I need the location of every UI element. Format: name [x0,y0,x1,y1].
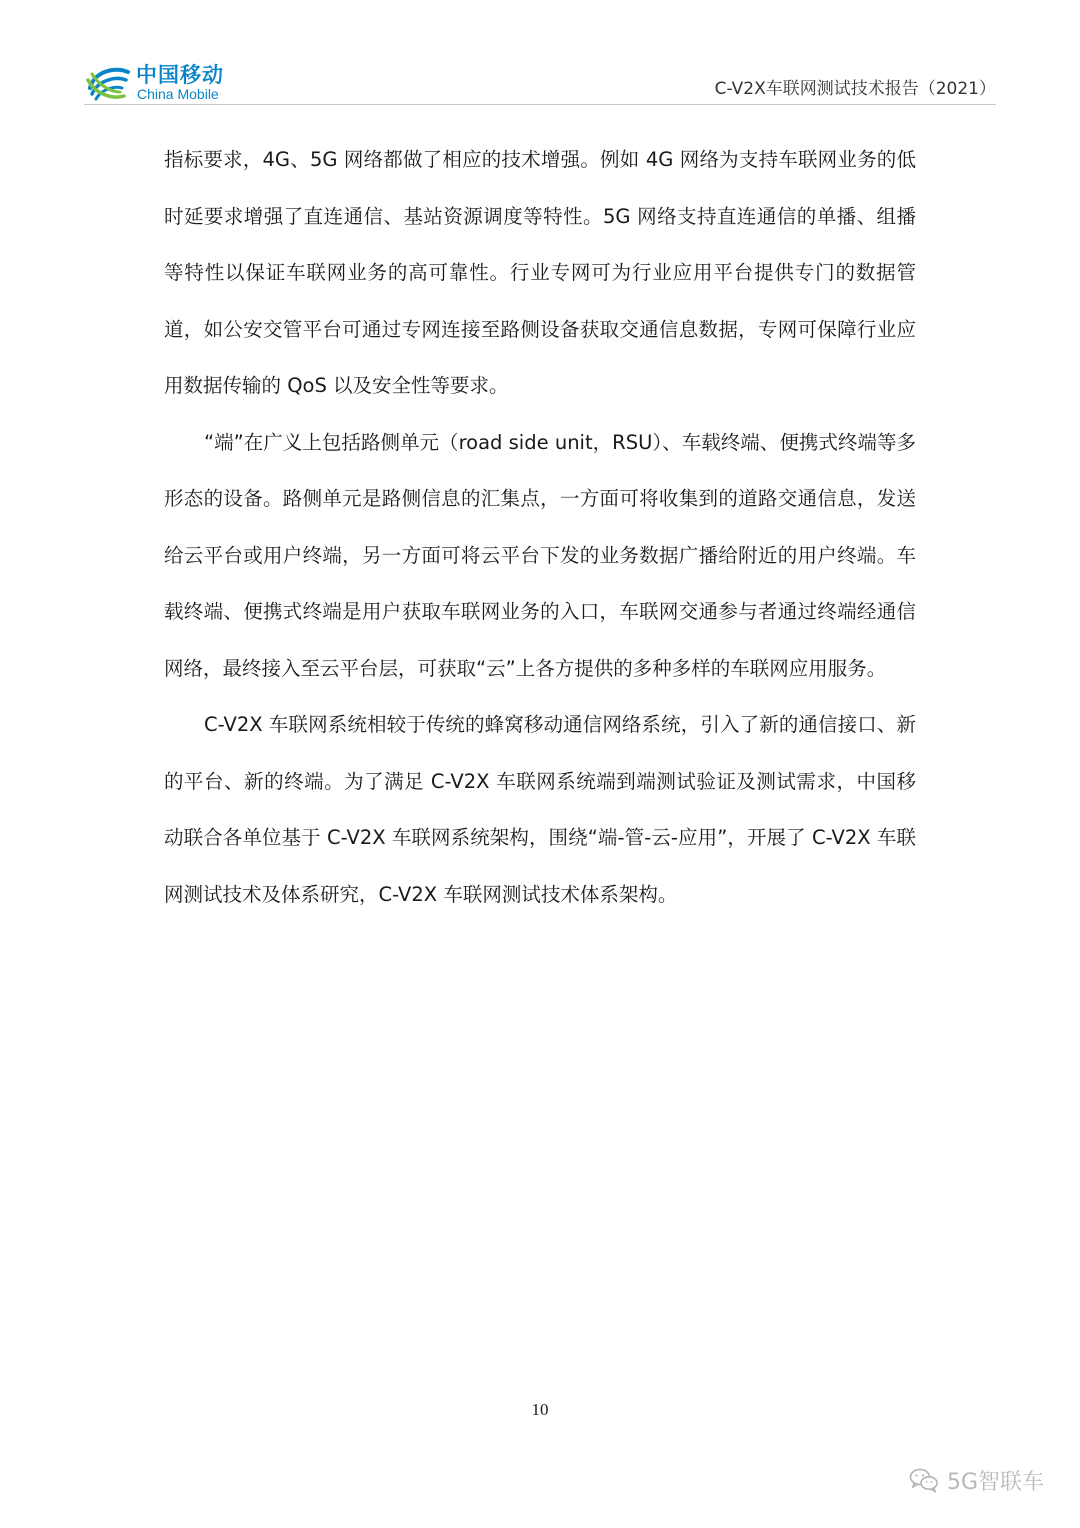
logo-english-name: China Mobile [137,86,219,102]
body-text [164,132,916,923]
logo-chinese-name: 中国移动 [136,63,224,87]
watermark [909,1460,1044,1500]
page-header [0,0,1080,120]
page-number: 10 [531,1400,549,1419]
paragraph-3: C-V2X 车联网系统相较于传统的蜂窝移动通信网络系统，引入了新的通信接口、新的平台、新的终端。为了满足 C-V2X 车联网系统端到端测试验证及测试需求，中国移动联合各单位基于 C-V2X 车联网系统架构，围绕“端-管-云-应用”，开展了 C-V2X 车联网测试技术及体系研究，C-V2X 车联网测试技术体系架构。 [164,713,916,906]
watermark-text: 5G智联车 [946,1469,1044,1495]
header-divider [84,104,996,105]
china-mobile-logo [84,56,244,108]
report-title: C-V2X车联网测试技术报告（2021） [714,79,996,99]
paragraph-2: “端”在广义上包括路侧单元（road side unit，RSU）、车载终端、便携式终端等多形态的设备。路侧单元是路侧信息的汇集点，一方面可将收集到的道路交通信息，发送给云平台或用户终端，另一方面可将云平台下发的业务数据广播给附近的用户终端。车载终端、便携式终端是用户获取车联网业务的入口，车联网交通参与者通过终端经通信网络，最终接入至云平台层，可获取“云”上各方提供的多种多样的车联网应用服务。 [164,430,916,680]
paragraph-1: 指标要求，4G、5G 网络都做了相应的技术增强。例如 4G 网络为支持车联网业务的低时延要求增强了直连通信、基站资源调度等特性。5G 网络支持直连通信的单播、组播等特性以保证车联网业务的高可靠性。行业专网可为行业应用平台提供专门的数据管道，如公安交管平台可通过专网连接至路侧设备获取交通信息数据，专网可保障行业应用数据传输的 QoS 以及安全性等要求。 [164,148,916,397]
wechat-icon [909,1467,939,1493]
china-mobile-logo-icon [84,58,132,106]
